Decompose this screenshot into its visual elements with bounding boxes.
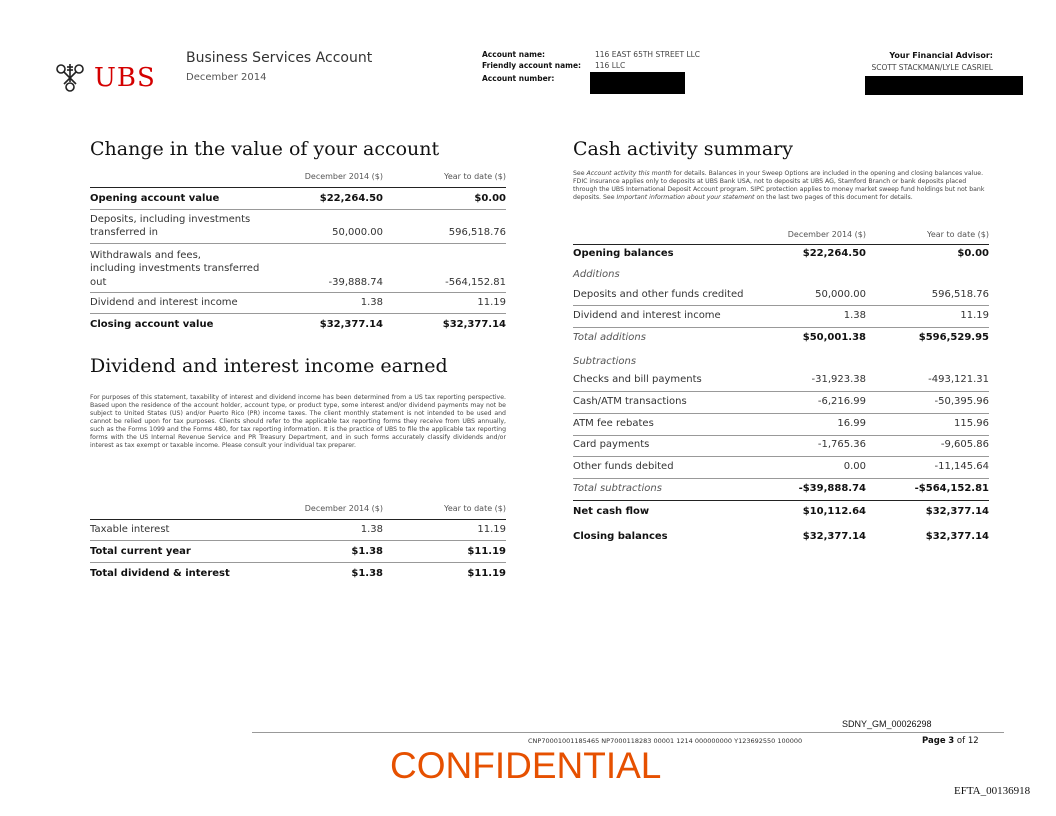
dividend-table: December 2014 ($) Year to date ($) Taxable interest 1.38 11.19 Total current year $1.38 $11.19 Total dividend & interest $1.38 $11.19 [90,504,506,579]
col-header-ytd: Year to date ($) [444,172,506,181]
tax-note: For purposes of this statement, taxability of interest and dividend income has been determined from a US tax reporting perspective. Based upon the residence of the account holder, account type, or product type, some interest and/or dividend payments may not be subject to United States (US) and/or Puerto Rico (PR) income taxes. The client monthly statement is not intended to be used and cannot be relied upon for tax purposes. Clients should refer to the applicable tax reporting forms they receive from UBS annually, such as the Forms 1099 and the Forms 480, for tax reporting information. It is the practice of UBS to file the applicable tax reporting forms with the US Internal Revenue Service and PR Treasury Department, and in such forms accurately classify dividends and/or interest as tax exempt or taxable income. Please consult your individual tax preparer. [90,394,506,449]
divider [90,187,506,188]
col-header-month: December 2014 ($) [787,230,866,239]
footer-divider [252,732,1004,733]
divider [90,540,506,541]
col-header-ytd: Year to date ($) [927,230,989,239]
efta-number: EFTA_00136918 [954,785,1031,797]
account-title: Business Services Account [186,50,373,66]
divider [90,243,506,244]
divider [90,209,506,210]
advisor-name: SCOTT STACKMAN/LYLE CASRIEL [871,63,993,72]
statement-period: December 2014 [186,72,267,83]
divider [573,305,989,306]
divider [573,391,989,392]
friendly-name-value: 116 LLC [595,61,626,70]
change-section-title: Change in the value of your account [90,138,440,160]
col-header-ytd: Year to date ($) [444,504,506,513]
page-indicator: Page 3 of 12 [922,736,979,746]
cash-section-title: Cash activity summary [573,138,793,160]
divider [90,313,506,314]
divider [573,413,989,414]
divider [573,456,989,457]
document-code: CNP70001001185465 NP7000118283 00001 1214 000000000 Y123692550 100000 [528,737,803,745]
redaction-box [865,76,1023,95]
cash-table: December 2014 ($) Year to date ($) Opening balances $22,264.50 $0.00 Additions Deposits and other funds credited 50,000.00 596,518.76 Dividend and interest income 1.38 11.19 Total additions $50,001.38 $596,529.95 Subtractions Checks and bill payments -31,923.38 -493,121.31 Cash/ATM transactions -6,216.99 -50,395.96 ATM fee rebates 16.99 115.96 Card payments -1,765.36 -9,605.86 Other funds debited 0.00 -11,145.64 Total subtractions -$39,888.74 -$564,152.81 Net cash flow $10,112.64 $32,377.14 Closing balances $32,377.14 $32,377.14 [573,230,989,542]
dividend-section-title: Dividend and interest income earned [90,355,448,377]
divider [90,292,506,293]
account-name-value: 116 EAST 65TH STREET LLC [595,50,701,59]
col-header-month: December 2014 ($) [304,172,383,181]
change-table: December 2014 ($) Year to date ($) Opening account value $22,264.50 $0.00 Deposits, including investments transferred in 50,000.00 596,518.76 Withdrawals and fees, including investments transferred out -39,888.74 -564,152.81 Dividend and interest income 1.38 11.19 Closing account value $32,377.14 $32,377.14 [90,172,506,330]
divider [90,562,506,563]
divider [573,244,989,245]
divider [573,478,989,479]
confidential-stamp: CONFIDENTIAL [390,745,662,786]
account-number-label: Account number: [482,74,555,83]
account-name-label: Account name: [482,50,546,59]
bates-number: SDNY_GM_00026298 [842,719,932,729]
divider [573,500,989,501]
ubs-logo [52,60,156,96]
divider [573,327,989,328]
logo-text: UBS [94,63,156,93]
divider [573,435,989,436]
cash-note: See Account activity this month for details. Balances in your Sweep Options are included in the opening and closing balances value. FDIC insurance applies only to deposits at UBS Bank USA, not to deposits at UBS AG, Stamford Branch or bank deposits placed through the UBS International Deposit Account program. SIPC protection applies to money market sweep fund holdings but not bank deposits. See Important information about your statement on the last two pages of this document for details. [573,170,985,201]
advisor-label: Your Financial Advisor: [889,51,993,60]
friendly-name-label: Friendly account name: [482,61,582,70]
redaction-box [590,72,685,94]
col-header-month: December 2014 ($) [304,504,383,513]
divider [90,519,506,520]
keys-logo-icon [52,60,88,96]
